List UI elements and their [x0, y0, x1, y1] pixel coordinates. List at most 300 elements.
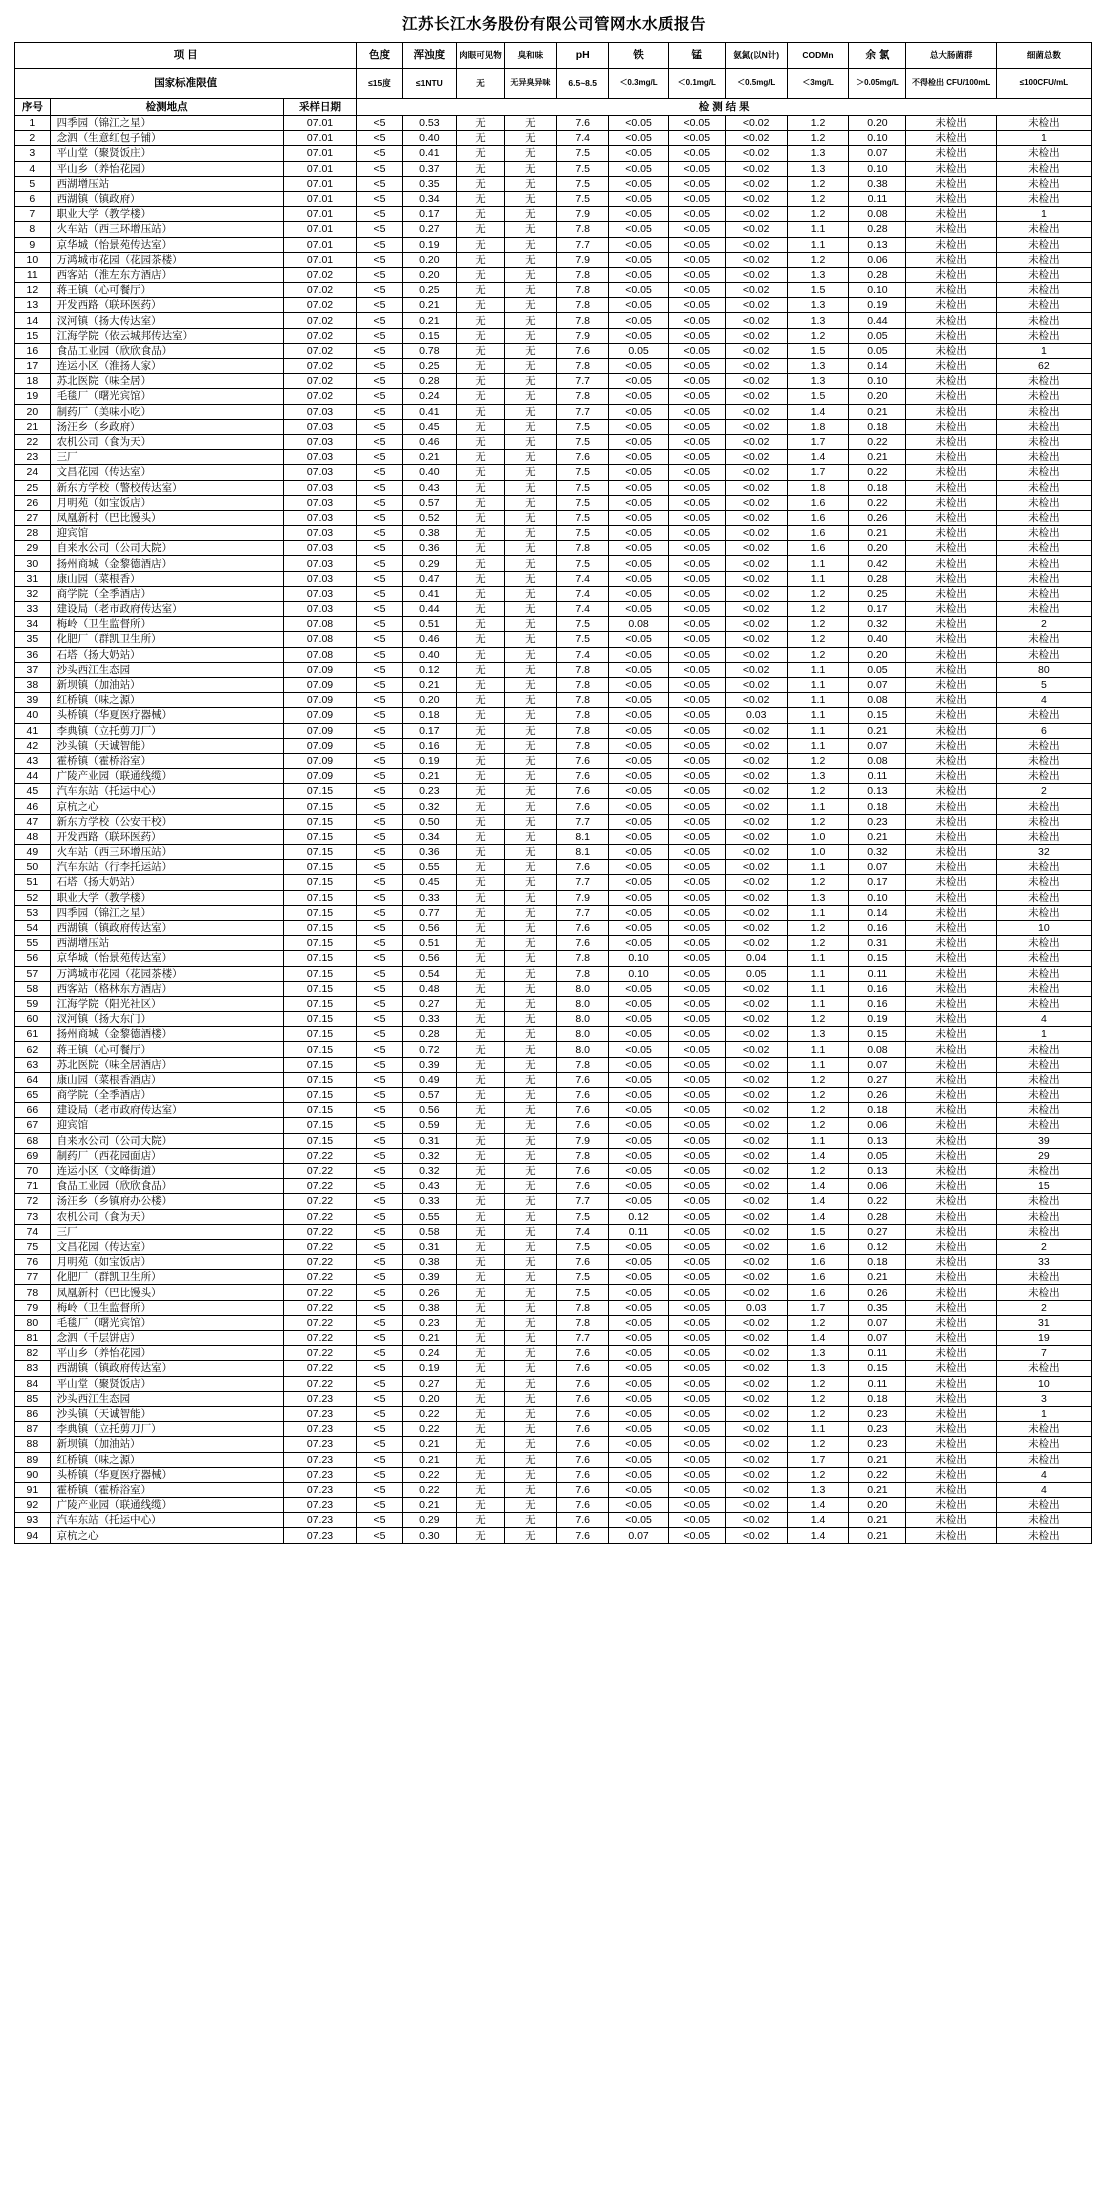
cell-ammonia: <0.02: [725, 541, 787, 556]
cell-coliform: 未检出: [906, 1422, 996, 1437]
cell-date: 07.08: [283, 647, 357, 662]
cell-odor: 无: [504, 1498, 556, 1513]
cell-site: 自来水公司（公司大院）: [50, 541, 283, 556]
cell-manganese: <0.05: [668, 1270, 725, 1285]
cell-manganese: <0.05: [668, 708, 725, 723]
cell-date: 07.15: [283, 966, 357, 981]
cell-iron: <0.05: [609, 1042, 668, 1057]
cell-ph: 7.6: [557, 1088, 609, 1103]
cell-odor: 无: [504, 723, 556, 738]
cell-site: 制药厂（西花园面店）: [50, 1148, 283, 1163]
cell-iron: <0.05: [609, 662, 668, 677]
cell-residual-chlorine: 0.40: [849, 632, 906, 647]
cell-ph: 7.6: [557, 1118, 609, 1133]
cell-codmn: 1.4: [787, 404, 849, 419]
cell-manganese: <0.05: [668, 1088, 725, 1103]
cell-coliform: 未检出: [906, 814, 996, 829]
cell-date: 07.15: [283, 784, 357, 799]
table-row: [15, 434, 1092, 449]
cell-turbidity: 0.48: [402, 981, 457, 996]
cell-ph: 7.8: [557, 222, 609, 237]
cell-odor: 无: [504, 1391, 556, 1406]
cell-iron: <0.05: [609, 1482, 668, 1497]
cell-color: <5: [357, 434, 402, 449]
table-row: [15, 1285, 1092, 1300]
cell-codmn: 1.1: [787, 662, 849, 677]
cell-site: 西湖镇（镇政府传达室）: [50, 920, 283, 935]
cell-visible: 无: [457, 1042, 505, 1057]
cell-odor: 无: [504, 677, 556, 692]
cell-residual-chlorine: 0.16: [849, 920, 906, 935]
cell-bacteria: 未检出: [996, 1528, 1091, 1543]
table-row: [15, 1361, 1092, 1376]
table-row: [15, 207, 1092, 222]
cell-bacteria: 未检出: [996, 495, 1091, 510]
cell-coliform: 未检出: [906, 131, 996, 146]
cell-bacteria: 31: [996, 1315, 1091, 1330]
cell-turbidity: 0.39: [402, 1270, 457, 1285]
cell-iron: <0.05: [609, 1012, 668, 1027]
cell-residual-chlorine: 0.05: [849, 328, 906, 343]
cell-site: 毛毯厂（曙光宾馆）: [50, 1315, 283, 1330]
cell-codmn: 1.3: [787, 890, 849, 905]
cell-color: <5: [357, 1315, 402, 1330]
cell-turbidity: 0.40: [402, 465, 457, 480]
cell-codmn: 1.3: [787, 267, 849, 282]
table-row: [15, 1133, 1092, 1148]
cell-odor: 无: [504, 541, 556, 556]
cell-iron: <0.05: [609, 738, 668, 753]
cell-visible: 无: [457, 237, 505, 252]
cell-ph: 7.5: [557, 191, 609, 206]
cell-date: 07.15: [283, 814, 357, 829]
cell-codmn: 1.1: [787, 677, 849, 692]
cell-bacteria: 未检出: [996, 1163, 1091, 1178]
cell-ammonia: <0.02: [725, 237, 787, 252]
cell-turbidity: 0.33: [402, 1012, 457, 1027]
cell-manganese: <0.05: [668, 875, 725, 890]
cell-iron: <0.05: [609, 465, 668, 480]
cell-color: <5: [357, 1498, 402, 1513]
standard-color: ≤15度: [357, 69, 402, 99]
cell-no: 79: [15, 1300, 51, 1315]
cell-turbidity: 0.36: [402, 845, 457, 860]
cell-visible: 无: [457, 1179, 505, 1194]
cell-no: 29: [15, 541, 51, 556]
cell-site: 建设局（老市政府传达室）: [50, 602, 283, 617]
cell-visible: 无: [457, 359, 505, 374]
cell-bacteria: 未检出: [996, 313, 1091, 328]
cell-color: <5: [357, 480, 402, 495]
cell-date: 07.15: [283, 1057, 357, 1072]
cell-coliform: 未检出: [906, 1012, 996, 1027]
cell-odor: 无: [504, 784, 556, 799]
cell-iron: <0.05: [609, 526, 668, 541]
cell-color: <5: [357, 419, 402, 434]
table-row: [15, 343, 1092, 358]
cell-manganese: <0.05: [668, 1513, 725, 1528]
cell-ammonia: <0.02: [725, 510, 787, 525]
cell-residual-chlorine: 0.20: [849, 541, 906, 556]
cell-ammonia: <0.02: [725, 343, 787, 358]
cell-site: 商学院（全季酒店）: [50, 1088, 283, 1103]
cell-codmn: 1.2: [787, 131, 849, 146]
cell-date: 07.23: [283, 1528, 357, 1543]
cell-bacteria: 29: [996, 1148, 1091, 1163]
cell-codmn: 1.2: [787, 1103, 849, 1118]
cell-odor: 无: [504, 586, 556, 601]
cell-residual-chlorine: 0.28: [849, 267, 906, 282]
cell-odor: 无: [504, 1528, 556, 1543]
cell-site: 汽车东站（托运中心）: [50, 1513, 283, 1528]
cell-manganese: <0.05: [668, 374, 725, 389]
cell-ammonia: <0.02: [725, 1513, 787, 1528]
cell-manganese: <0.05: [668, 1179, 725, 1194]
cell-color: <5: [357, 845, 402, 860]
cell-iron: 0.10: [609, 966, 668, 981]
cell-color: <5: [357, 541, 402, 556]
cell-iron: <0.05: [609, 1391, 668, 1406]
cell-turbidity: 0.16: [402, 738, 457, 753]
cell-site: 制药厂（美味小吃）: [50, 404, 283, 419]
cell-visible: 无: [457, 875, 505, 890]
cell-codmn: 1.2: [787, 1467, 849, 1482]
cell-coliform: 未检出: [906, 905, 996, 920]
cell-date: 07.03: [283, 434, 357, 449]
cell-bacteria: 未检出: [996, 116, 1091, 131]
cell-residual-chlorine: 0.20: [849, 116, 906, 131]
cell-color: <5: [357, 207, 402, 222]
cell-odor: 无: [504, 1285, 556, 1300]
cell-residual-chlorine: 0.18: [849, 799, 906, 814]
cell-no: 4: [15, 161, 51, 176]
cell-turbidity: 0.22: [402, 1422, 457, 1437]
cell-date: 07.15: [283, 1088, 357, 1103]
cell-residual-chlorine: 0.08: [849, 753, 906, 768]
cell-manganese: <0.05: [668, 556, 725, 571]
cell-ph: 7.6: [557, 343, 609, 358]
standard-coliform: 不得检出 CFU/100mL: [906, 69, 996, 99]
cell-visible: 无: [457, 1057, 505, 1072]
cell-iron: <0.05: [609, 283, 668, 298]
cell-ammonia: <0.02: [725, 116, 787, 131]
cell-turbidity: 0.39: [402, 1057, 457, 1072]
cell-ph: 7.5: [557, 434, 609, 449]
cell-odor: 无: [504, 1148, 556, 1163]
cell-color: <5: [357, 981, 402, 996]
cell-codmn: 1.6: [787, 1255, 849, 1270]
cell-date: 07.09: [283, 708, 357, 723]
cell-no: 66: [15, 1103, 51, 1118]
cell-ammonia: <0.02: [725, 267, 787, 282]
table-row: [15, 845, 1092, 860]
table-row: [15, 1376, 1092, 1391]
cell-no: 81: [15, 1331, 51, 1346]
cell-codmn: 1.4: [787, 1528, 849, 1543]
cell-site: 连运小区（文峰街道）: [50, 1163, 283, 1178]
cell-iron: <0.05: [609, 890, 668, 905]
cell-manganese: <0.05: [668, 1133, 725, 1148]
cell-date: 07.03: [283, 510, 357, 525]
cell-bacteria: 未检出: [996, 1072, 1091, 1087]
cell-manganese: <0.05: [668, 1528, 725, 1543]
cell-bacteria: 4: [996, 1012, 1091, 1027]
cell-site: 沙头镇（天诚智能）: [50, 1406, 283, 1421]
cell-bacteria: 2: [996, 784, 1091, 799]
cell-site: 京杭之心: [50, 1528, 283, 1543]
cell-ammonia: <0.02: [725, 419, 787, 434]
cell-site: 汽车东站（托运中心）: [50, 784, 283, 799]
cell-ammonia: <0.02: [725, 298, 787, 313]
cell-turbidity: 0.22: [402, 1467, 457, 1482]
cell-no: 78: [15, 1285, 51, 1300]
cell-manganese: <0.05: [668, 207, 725, 222]
header-col-ammonia: 氨氮(以N计): [725, 43, 787, 69]
cell-site: 红桥镇（味之源）: [50, 1452, 283, 1467]
cell-no: 87: [15, 1422, 51, 1437]
cell-no: 69: [15, 1148, 51, 1163]
cell-site: 广陵产业园（联通线缆）: [50, 769, 283, 784]
cell-site: 头桥镇（华夏医疗器械）: [50, 1467, 283, 1482]
cell-codmn: 1.3: [787, 313, 849, 328]
cell-residual-chlorine: 0.06: [849, 1179, 906, 1194]
cell-date: 07.09: [283, 753, 357, 768]
cell-coliform: 未检出: [906, 222, 996, 237]
cell-ph: 7.6: [557, 1513, 609, 1528]
cell-codmn: 1.1: [787, 1422, 849, 1437]
cell-date: 07.01: [283, 191, 357, 206]
cell-date: 07.23: [283, 1406, 357, 1421]
cell-bacteria: 4: [996, 693, 1091, 708]
cell-site: 霍桥镇（霍桥浴室）: [50, 1482, 283, 1497]
cell-turbidity: 0.56: [402, 1103, 457, 1118]
cell-ph: 7.7: [557, 237, 609, 252]
cell-codmn: 1.5: [787, 389, 849, 404]
cell-color: <5: [357, 875, 402, 890]
cell-ph: 7.5: [557, 1285, 609, 1300]
cell-ammonia: <0.02: [725, 1437, 787, 1452]
cell-color: <5: [357, 829, 402, 844]
cell-iron: <0.05: [609, 191, 668, 206]
cell-color: <5: [357, 267, 402, 282]
cell-ph: 7.9: [557, 890, 609, 905]
table-row: [15, 1255, 1092, 1270]
cell-date: 07.22: [283, 1361, 357, 1376]
header-row-standard: [15, 69, 1092, 99]
cell-manganese: <0.05: [668, 131, 725, 146]
cell-site: 连运小区（淮扬人家）: [50, 359, 283, 374]
cell-manganese: <0.05: [668, 450, 725, 465]
cell-turbidity: 0.77: [402, 905, 457, 920]
cell-site: 康山园（菜根香）: [50, 571, 283, 586]
cell-ammonia: <0.02: [725, 769, 787, 784]
header-col-residual-chlorine: 余 氯: [849, 43, 906, 69]
cell-site: 食品工业园（欣欣食品）: [50, 343, 283, 358]
cell-turbidity: 0.56: [402, 920, 457, 935]
cell-no: 32: [15, 586, 51, 601]
cell-site: 月明苑（如宝饭店）: [50, 1255, 283, 1270]
cell-ammonia: <0.02: [725, 586, 787, 601]
cell-turbidity: 0.21: [402, 677, 457, 692]
cell-date: 07.15: [283, 799, 357, 814]
cell-codmn: 1.2: [787, 1391, 849, 1406]
cell-ammonia: <0.02: [725, 1239, 787, 1254]
cell-date: 07.01: [283, 161, 357, 176]
cell-date: 07.15: [283, 845, 357, 860]
cell-color: <5: [357, 1194, 402, 1209]
cell-iron: <0.05: [609, 1467, 668, 1482]
cell-ph: 7.6: [557, 1467, 609, 1482]
cell-color: <5: [357, 1027, 402, 1042]
cell-ph: 7.4: [557, 571, 609, 586]
cell-residual-chlorine: 0.17: [849, 602, 906, 617]
cell-date: 07.23: [283, 1482, 357, 1497]
cell-visible: 无: [457, 1118, 505, 1133]
cell-codmn: 1.3: [787, 359, 849, 374]
cell-date: 07.22: [283, 1300, 357, 1315]
cell-color: <5: [357, 1452, 402, 1467]
cell-visible: 无: [457, 526, 505, 541]
cell-ammonia: <0.02: [725, 920, 787, 935]
cell-iron: <0.05: [609, 784, 668, 799]
cell-turbidity: 0.21: [402, 1437, 457, 1452]
cell-ph: 7.6: [557, 1498, 609, 1513]
cell-residual-chlorine: 0.19: [849, 1012, 906, 1027]
cell-iron: <0.05: [609, 799, 668, 814]
cell-bacteria: 4: [996, 1467, 1091, 1482]
cell-odor: 无: [504, 1224, 556, 1239]
cell-ph: 7.9: [557, 207, 609, 222]
cell-ammonia: <0.02: [725, 1406, 787, 1421]
cell-color: <5: [357, 1012, 402, 1027]
cell-odor: 无: [504, 860, 556, 875]
cell-no: 9: [15, 237, 51, 252]
cell-coliform: 未检出: [906, 374, 996, 389]
cell-iron: <0.05: [609, 419, 668, 434]
cell-codmn: 1.2: [787, 920, 849, 935]
cell-ph: 7.8: [557, 951, 609, 966]
cell-coliform: 未检出: [906, 1331, 996, 1346]
cell-codmn: 1.2: [787, 1118, 849, 1133]
cell-manganese: <0.05: [668, 845, 725, 860]
cell-no: 24: [15, 465, 51, 480]
table-row: [15, 860, 1092, 875]
cell-no: 44: [15, 769, 51, 784]
standard-iron: ＜0.3mg/L: [609, 69, 668, 99]
cell-no: 59: [15, 996, 51, 1011]
cell-codmn: 1.2: [787, 632, 849, 647]
cell-turbidity: 0.32: [402, 799, 457, 814]
cell-odor: 无: [504, 1270, 556, 1285]
table-row: [15, 222, 1092, 237]
cell-ammonia: <0.02: [725, 602, 787, 617]
cell-bacteria: 未检出: [996, 1194, 1091, 1209]
cell-no: 57: [15, 966, 51, 981]
cell-no: 27: [15, 510, 51, 525]
cell-residual-chlorine: 0.21: [849, 404, 906, 419]
cell-turbidity: 0.26: [402, 1285, 457, 1300]
cell-odor: 无: [504, 328, 556, 343]
cell-odor: 无: [504, 693, 556, 708]
standard-codmn: ＜3mg/L: [787, 69, 849, 99]
cell-bacteria: 未检出: [996, 176, 1091, 191]
cell-site: 西湖镇（镇政府）: [50, 191, 283, 206]
cell-ammonia: <0.02: [725, 799, 787, 814]
cell-ph: 7.4: [557, 131, 609, 146]
cell-codmn: 1.1: [787, 708, 849, 723]
cell-manganese: <0.05: [668, 571, 725, 586]
cell-visible: 无: [457, 541, 505, 556]
cell-ph: 7.5: [557, 1270, 609, 1285]
cell-no: 48: [15, 829, 51, 844]
cell-odor: 无: [504, 1315, 556, 1330]
cell-color: <5: [357, 936, 402, 951]
cell-ammonia: <0.02: [725, 207, 787, 222]
cell-ammonia: <0.02: [725, 283, 787, 298]
cell-turbidity: 0.57: [402, 495, 457, 510]
cell-turbidity: 0.44: [402, 602, 457, 617]
table-row: [15, 1391, 1092, 1406]
cell-site: 汤汪乡（乡镇府办公楼）: [50, 1194, 283, 1209]
cell-iron: <0.05: [609, 1331, 668, 1346]
cell-codmn: 1.2: [787, 753, 849, 768]
table-row: [15, 1406, 1092, 1421]
cell-bacteria: 19: [996, 1331, 1091, 1346]
cell-site: 沙头西江生态园: [50, 1391, 283, 1406]
cell-odor: 无: [504, 1346, 556, 1361]
cell-turbidity: 0.21: [402, 298, 457, 313]
cell-odor: 无: [504, 237, 556, 252]
cell-date: 07.15: [283, 1012, 357, 1027]
cell-bacteria: 未检出: [996, 1209, 1091, 1224]
cell-ph: 7.5: [557, 495, 609, 510]
cell-iron: 0.10: [609, 951, 668, 966]
cell-date: 07.22: [283, 1376, 357, 1391]
cell-site: 蒋王镇（心可餐厅）: [50, 283, 283, 298]
table-row: [15, 1346, 1092, 1361]
cell-date: 07.03: [283, 450, 357, 465]
cell-date: 07.23: [283, 1498, 357, 1513]
cell-ph: 7.5: [557, 480, 609, 495]
cell-manganese: <0.05: [668, 480, 725, 495]
cell-visible: 无: [457, 1270, 505, 1285]
cell-ammonia: <0.02: [725, 1255, 787, 1270]
cell-manganese: <0.05: [668, 1361, 725, 1376]
cell-visible: 无: [457, 252, 505, 267]
cell-date: 07.03: [283, 586, 357, 601]
cell-coliform: 未检出: [906, 1270, 996, 1285]
cell-iron: <0.05: [609, 1239, 668, 1254]
cell-site: 沙头镇（天诚智能）: [50, 738, 283, 753]
cell-color: <5: [357, 1285, 402, 1300]
cell-site: 西湖镇（镇政府传达室）: [50, 1361, 283, 1376]
cell-site: 江海学院（阳光社区）: [50, 996, 283, 1011]
cell-coliform: 未检出: [906, 799, 996, 814]
cell-odor: 无: [504, 647, 556, 662]
cell-visible: 无: [457, 283, 505, 298]
table-row: [15, 191, 1092, 206]
cell-manganese: <0.05: [668, 602, 725, 617]
cell-visible: 无: [457, 708, 505, 723]
cell-coliform: 未检出: [906, 237, 996, 252]
cell-visible: 无: [457, 860, 505, 875]
cell-manganese: <0.05: [668, 647, 725, 662]
table-row: [15, 510, 1092, 525]
cell-no: 33: [15, 602, 51, 617]
cell-odor: 无: [504, 389, 556, 404]
cell-odor: 无: [504, 1194, 556, 1209]
cell-date: 07.03: [283, 541, 357, 556]
